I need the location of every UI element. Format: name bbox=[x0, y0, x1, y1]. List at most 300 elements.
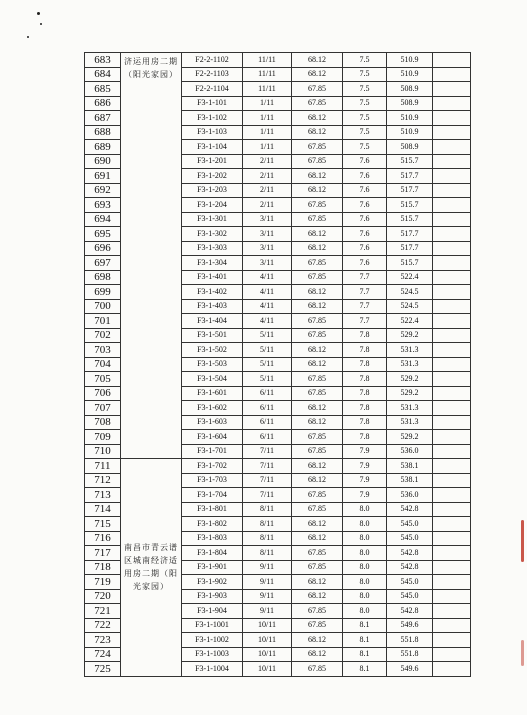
area: 67.85 bbox=[292, 314, 343, 329]
empty-cell bbox=[433, 343, 471, 358]
total: 545.0 bbox=[387, 517, 433, 532]
unit-price: 7.6 bbox=[343, 227, 387, 242]
row-number: 684 bbox=[85, 67, 121, 82]
empty-cell bbox=[433, 473, 471, 488]
unit-code: F3-1-601 bbox=[182, 386, 243, 401]
empty-cell bbox=[433, 212, 471, 227]
row-number: 701 bbox=[85, 314, 121, 329]
floor: 8/11 bbox=[243, 502, 292, 517]
total: 529.2 bbox=[387, 372, 433, 387]
floor: 2/11 bbox=[243, 183, 292, 198]
row-number: 708 bbox=[85, 415, 121, 430]
unit-price: 8.0 bbox=[343, 546, 387, 561]
empty-cell bbox=[433, 82, 471, 97]
floor: 5/11 bbox=[243, 343, 292, 358]
total: 515.7 bbox=[387, 154, 433, 169]
empty-cell bbox=[433, 328, 471, 343]
row-number: 683 bbox=[85, 53, 121, 68]
area: 68.12 bbox=[292, 227, 343, 242]
unit-code: F3-1-404 bbox=[182, 314, 243, 329]
unit-price: 8.0 bbox=[343, 560, 387, 575]
empty-cell bbox=[433, 647, 471, 662]
unit-code: F3-1-704 bbox=[182, 488, 243, 503]
area: 67.85 bbox=[292, 444, 343, 459]
area: 67.85 bbox=[292, 662, 343, 677]
total: 517.7 bbox=[387, 227, 433, 242]
area: 68.12 bbox=[292, 67, 343, 82]
row-number: 723 bbox=[85, 633, 121, 648]
unit-code: F3-1-701 bbox=[182, 444, 243, 459]
floor: 5/11 bbox=[243, 372, 292, 387]
area: 67.85 bbox=[292, 154, 343, 169]
area: 67.85 bbox=[292, 96, 343, 111]
floor: 10/11 bbox=[243, 633, 292, 648]
floor: 2/11 bbox=[243, 154, 292, 169]
floor: 4/11 bbox=[243, 299, 292, 314]
total: 510.9 bbox=[387, 67, 433, 82]
area: 67.85 bbox=[292, 256, 343, 271]
empty-cell bbox=[433, 285, 471, 300]
row-number: 718 bbox=[85, 560, 121, 575]
floor: 4/11 bbox=[243, 314, 292, 329]
unit-code: F3-1-403 bbox=[182, 299, 243, 314]
total: 510.9 bbox=[387, 111, 433, 126]
area: 67.85 bbox=[292, 618, 343, 633]
area: 68.12 bbox=[292, 285, 343, 300]
unit-code: F3-1-801 bbox=[182, 502, 243, 517]
area: 68.12 bbox=[292, 343, 343, 358]
floor: 5/11 bbox=[243, 357, 292, 372]
area: 68.12 bbox=[292, 299, 343, 314]
area: 67.85 bbox=[292, 546, 343, 561]
unit-price: 7.9 bbox=[343, 444, 387, 459]
total: 536.0 bbox=[387, 488, 433, 503]
floor: 6/11 bbox=[243, 415, 292, 430]
empty-cell bbox=[433, 241, 471, 256]
row-number: 692 bbox=[85, 183, 121, 198]
empty-cell bbox=[433, 589, 471, 604]
row-number: 702 bbox=[85, 328, 121, 343]
area: 67.85 bbox=[292, 560, 343, 575]
area: 68.12 bbox=[292, 575, 343, 590]
row-number: 710 bbox=[85, 444, 121, 459]
area: 67.85 bbox=[292, 212, 343, 227]
total: 524.5 bbox=[387, 285, 433, 300]
area: 67.85 bbox=[292, 82, 343, 97]
total: 545.0 bbox=[387, 589, 433, 604]
unit-code: F2-2-1104 bbox=[182, 82, 243, 97]
row-number: 709 bbox=[85, 430, 121, 445]
area: 67.85 bbox=[292, 488, 343, 503]
total: 531.3 bbox=[387, 401, 433, 416]
floor: 6/11 bbox=[243, 430, 292, 445]
floor: 6/11 bbox=[243, 386, 292, 401]
unit-price: 8.0 bbox=[343, 531, 387, 546]
empty-cell bbox=[433, 67, 471, 82]
total: 529.2 bbox=[387, 328, 433, 343]
floor: 1/11 bbox=[243, 96, 292, 111]
row-number: 688 bbox=[85, 125, 121, 140]
scan-speck bbox=[37, 12, 40, 15]
total: 510.9 bbox=[387, 53, 433, 68]
unit-price: 7.8 bbox=[343, 401, 387, 416]
unit-price: 8.1 bbox=[343, 618, 387, 633]
total: 508.9 bbox=[387, 140, 433, 155]
total: 522.4 bbox=[387, 270, 433, 285]
total: 522.4 bbox=[387, 314, 433, 329]
total: 536.0 bbox=[387, 444, 433, 459]
floor: 2/11 bbox=[243, 169, 292, 184]
unit-code: F3-1-503 bbox=[182, 357, 243, 372]
row-number: 711 bbox=[85, 459, 121, 474]
unit-code: F3-1-502 bbox=[182, 343, 243, 358]
area: 68.12 bbox=[292, 357, 343, 372]
row-number: 685 bbox=[85, 82, 121, 97]
floor: 7/11 bbox=[243, 459, 292, 474]
floor: 8/11 bbox=[243, 517, 292, 532]
unit-code: F3-1-204 bbox=[182, 198, 243, 213]
total: 542.8 bbox=[387, 604, 433, 619]
floor: 8/11 bbox=[243, 531, 292, 546]
unit-price: 8.0 bbox=[343, 604, 387, 619]
unit-code: F3-1-902 bbox=[182, 575, 243, 590]
scan-speck bbox=[40, 23, 42, 25]
project-name: 南昌市青云谱区城南经济适用房二期（阳光家园） bbox=[121, 459, 182, 677]
unit-price: 7.5 bbox=[343, 96, 387, 111]
total: 508.9 bbox=[387, 82, 433, 97]
unit-code: F3-1-901 bbox=[182, 560, 243, 575]
unit-price: 7.6 bbox=[343, 212, 387, 227]
unit-code: F3-1-1004 bbox=[182, 662, 243, 677]
empty-cell bbox=[433, 111, 471, 126]
row-number: 704 bbox=[85, 357, 121, 372]
area: 68.12 bbox=[292, 401, 343, 416]
unit-price: 7.8 bbox=[343, 430, 387, 445]
total: 515.7 bbox=[387, 198, 433, 213]
unit-price: 8.0 bbox=[343, 517, 387, 532]
unit-price: 7.6 bbox=[343, 256, 387, 271]
unit-code: F3-1-604 bbox=[182, 430, 243, 445]
total: 545.0 bbox=[387, 531, 433, 546]
unit-price: 7.6 bbox=[343, 183, 387, 198]
unit-price: 8.0 bbox=[343, 575, 387, 590]
floor: 6/11 bbox=[243, 401, 292, 416]
empty-cell bbox=[433, 618, 471, 633]
unit-code: F3-1-803 bbox=[182, 531, 243, 546]
empty-cell bbox=[433, 53, 471, 68]
total: 517.7 bbox=[387, 241, 433, 256]
unit-price: 7.5 bbox=[343, 140, 387, 155]
empty-cell bbox=[433, 444, 471, 459]
floor: 7/11 bbox=[243, 488, 292, 503]
unit-price: 7.7 bbox=[343, 299, 387, 314]
empty-cell bbox=[433, 488, 471, 503]
unit-price: 7.9 bbox=[343, 473, 387, 488]
unit-price: 7.8 bbox=[343, 372, 387, 387]
unit-code: F3-1-1001 bbox=[182, 618, 243, 633]
unit-price: 7.5 bbox=[343, 53, 387, 68]
total: 529.2 bbox=[387, 386, 433, 401]
floor: 7/11 bbox=[243, 473, 292, 488]
empty-cell bbox=[433, 227, 471, 242]
total: 549.6 bbox=[387, 618, 433, 633]
row-number: 687 bbox=[85, 111, 121, 126]
total: 517.7 bbox=[387, 169, 433, 184]
empty-cell bbox=[433, 430, 471, 445]
row-number: 694 bbox=[85, 212, 121, 227]
area: 67.85 bbox=[292, 270, 343, 285]
row-number: 716 bbox=[85, 531, 121, 546]
unit-code: F3-1-603 bbox=[182, 415, 243, 430]
unit-price: 7.6 bbox=[343, 169, 387, 184]
empty-cell bbox=[433, 575, 471, 590]
floor: 3/11 bbox=[243, 212, 292, 227]
empty-cell bbox=[433, 256, 471, 271]
row-number: 696 bbox=[85, 241, 121, 256]
empty-cell bbox=[433, 604, 471, 619]
empty-cell bbox=[433, 96, 471, 111]
unit-price: 7.7 bbox=[343, 285, 387, 300]
unit-code: F3-1-102 bbox=[182, 111, 243, 126]
row-number: 703 bbox=[85, 343, 121, 358]
total: 549.6 bbox=[387, 662, 433, 677]
unit-code: F2-2-1102 bbox=[182, 53, 243, 68]
floor: 8/11 bbox=[243, 546, 292, 561]
area: 68.12 bbox=[292, 589, 343, 604]
floor: 1/11 bbox=[243, 111, 292, 126]
row-number: 698 bbox=[85, 270, 121, 285]
row-number: 719 bbox=[85, 575, 121, 590]
total: 529.2 bbox=[387, 430, 433, 445]
row-number: 689 bbox=[85, 140, 121, 155]
area: 67.85 bbox=[292, 604, 343, 619]
empty-cell bbox=[433, 154, 471, 169]
unit-code: F3-1-104 bbox=[182, 140, 243, 155]
area: 68.12 bbox=[292, 111, 343, 126]
floor: 9/11 bbox=[243, 589, 292, 604]
total: 542.8 bbox=[387, 546, 433, 561]
row-number: 686 bbox=[85, 96, 121, 111]
area: 68.12 bbox=[292, 633, 343, 648]
row-number: 707 bbox=[85, 401, 121, 416]
empty-cell bbox=[433, 531, 471, 546]
row-number: 690 bbox=[85, 154, 121, 169]
unit-code: F3-1-302 bbox=[182, 227, 243, 242]
total: 524.5 bbox=[387, 299, 433, 314]
empty-cell bbox=[433, 517, 471, 532]
total: 508.9 bbox=[387, 96, 433, 111]
unit-price: 7.6 bbox=[343, 154, 387, 169]
unit-price: 7.8 bbox=[343, 328, 387, 343]
row-number: 720 bbox=[85, 589, 121, 604]
unit-code: F3-1-1002 bbox=[182, 633, 243, 648]
area: 68.12 bbox=[292, 169, 343, 184]
unit-price: 7.5 bbox=[343, 82, 387, 97]
total: 531.3 bbox=[387, 415, 433, 430]
floor: 9/11 bbox=[243, 604, 292, 619]
unit-price: 8.0 bbox=[343, 589, 387, 604]
area: 67.85 bbox=[292, 430, 343, 445]
unit-code: F3-1-303 bbox=[182, 241, 243, 256]
scan-speck bbox=[27, 36, 29, 38]
row-number: 697 bbox=[85, 256, 121, 271]
empty-cell bbox=[433, 125, 471, 140]
unit-code: F3-1-602 bbox=[182, 401, 243, 416]
unit-code: F3-1-904 bbox=[182, 604, 243, 619]
floor: 5/11 bbox=[243, 328, 292, 343]
row-number: 725 bbox=[85, 662, 121, 677]
floor: 4/11 bbox=[243, 270, 292, 285]
unit-code: F3-1-703 bbox=[182, 473, 243, 488]
unit-price: 7.8 bbox=[343, 386, 387, 401]
floor: 11/11 bbox=[243, 67, 292, 82]
area: 67.85 bbox=[292, 198, 343, 213]
floor: 10/11 bbox=[243, 618, 292, 633]
unit-code: F3-1-804 bbox=[182, 546, 243, 561]
unit-price: 8.0 bbox=[343, 502, 387, 517]
unit-price: 7.5 bbox=[343, 67, 387, 82]
area: 68.12 bbox=[292, 517, 343, 532]
unit-code: F3-1-802 bbox=[182, 517, 243, 532]
unit-price: 7.9 bbox=[343, 488, 387, 503]
empty-cell bbox=[433, 560, 471, 575]
floor: 3/11 bbox=[243, 256, 292, 271]
unit-code: F3-1-201 bbox=[182, 154, 243, 169]
scan-mark bbox=[521, 640, 524, 666]
empty-cell bbox=[433, 459, 471, 474]
area: 67.85 bbox=[292, 502, 343, 517]
empty-cell bbox=[433, 140, 471, 155]
area: 68.12 bbox=[292, 459, 343, 474]
total: 515.7 bbox=[387, 256, 433, 271]
total: 515.7 bbox=[387, 212, 433, 227]
project-name: 济运用房二期（阳光家园） bbox=[121, 53, 182, 459]
row-number: 713 bbox=[85, 488, 121, 503]
total: 545.0 bbox=[387, 575, 433, 590]
table-row bbox=[85, 53, 471, 68]
floor: 1/11 bbox=[243, 125, 292, 140]
unit-price: 8.1 bbox=[343, 662, 387, 677]
total: 551.8 bbox=[387, 633, 433, 648]
row-number: 717 bbox=[85, 546, 121, 561]
unit-code: F3-1-401 bbox=[182, 270, 243, 285]
floor: 9/11 bbox=[243, 575, 292, 590]
unit-price: 7.5 bbox=[343, 111, 387, 126]
unit-code: F3-1-402 bbox=[182, 285, 243, 300]
area: 68.12 bbox=[292, 647, 343, 662]
empty-cell bbox=[433, 183, 471, 198]
empty-cell bbox=[433, 198, 471, 213]
row-number: 693 bbox=[85, 198, 121, 213]
unit-price: 8.1 bbox=[343, 633, 387, 648]
floor: 11/11 bbox=[243, 82, 292, 97]
area: 68.12 bbox=[292, 415, 343, 430]
area: 68.12 bbox=[292, 183, 343, 198]
area: 67.85 bbox=[292, 386, 343, 401]
unit-code: F3-1-504 bbox=[182, 372, 243, 387]
area: 68.12 bbox=[292, 241, 343, 256]
empty-cell bbox=[433, 633, 471, 648]
area: 68.12 bbox=[292, 531, 343, 546]
unit-price: 7.6 bbox=[343, 198, 387, 213]
total: 542.8 bbox=[387, 560, 433, 575]
unit-price: 7.8 bbox=[343, 343, 387, 358]
total: 531.3 bbox=[387, 357, 433, 372]
total: 542.8 bbox=[387, 502, 433, 517]
row-number: 722 bbox=[85, 618, 121, 633]
empty-cell bbox=[433, 372, 471, 387]
empty-cell bbox=[433, 169, 471, 184]
area: 67.85 bbox=[292, 140, 343, 155]
floor: 10/11 bbox=[243, 647, 292, 662]
area: 68.12 bbox=[292, 53, 343, 68]
unit-price: 8.1 bbox=[343, 647, 387, 662]
unit-price: 7.9 bbox=[343, 459, 387, 474]
row-number: 699 bbox=[85, 285, 121, 300]
unit-code: F3-1-903 bbox=[182, 589, 243, 604]
unit-price: 7.8 bbox=[343, 415, 387, 430]
total: 517.7 bbox=[387, 183, 433, 198]
empty-cell bbox=[433, 314, 471, 329]
empty-cell bbox=[433, 357, 471, 372]
housing-allocation-table bbox=[84, 52, 471, 677]
floor: 10/11 bbox=[243, 662, 292, 677]
empty-cell bbox=[433, 401, 471, 416]
unit-price: 7.7 bbox=[343, 270, 387, 285]
total: 538.1 bbox=[387, 473, 433, 488]
empty-cell bbox=[433, 270, 471, 285]
row-number: 691 bbox=[85, 169, 121, 184]
floor: 11/11 bbox=[243, 53, 292, 68]
unit-price: 7.5 bbox=[343, 125, 387, 140]
empty-cell bbox=[433, 415, 471, 430]
total: 510.9 bbox=[387, 125, 433, 140]
area: 67.85 bbox=[292, 328, 343, 343]
empty-cell bbox=[433, 502, 471, 517]
area: 68.12 bbox=[292, 473, 343, 488]
unit-code: F3-1-203 bbox=[182, 183, 243, 198]
floor: 3/11 bbox=[243, 227, 292, 242]
unit-code: F3-1-301 bbox=[182, 212, 243, 227]
row-number: 712 bbox=[85, 473, 121, 488]
row-number: 714 bbox=[85, 502, 121, 517]
area: 67.85 bbox=[292, 372, 343, 387]
row-number: 695 bbox=[85, 227, 121, 242]
area: 68.12 bbox=[292, 125, 343, 140]
unit-price: 7.7 bbox=[343, 314, 387, 329]
table-row bbox=[85, 459, 471, 474]
floor: 3/11 bbox=[243, 241, 292, 256]
floor: 2/11 bbox=[243, 198, 292, 213]
floor: 4/11 bbox=[243, 285, 292, 300]
row-number: 724 bbox=[85, 647, 121, 662]
scan-mark bbox=[521, 520, 524, 562]
empty-cell bbox=[433, 386, 471, 401]
total: 551.8 bbox=[387, 647, 433, 662]
row-number: 700 bbox=[85, 299, 121, 314]
unit-code: F3-1-304 bbox=[182, 256, 243, 271]
row-number: 706 bbox=[85, 386, 121, 401]
empty-cell bbox=[433, 299, 471, 314]
row-number: 721 bbox=[85, 604, 121, 619]
unit-code: F3-1-103 bbox=[182, 125, 243, 140]
total: 538.1 bbox=[387, 459, 433, 474]
unit-code: F3-1-1003 bbox=[182, 647, 243, 662]
floor: 1/11 bbox=[243, 140, 292, 155]
unit-code: F3-1-501 bbox=[182, 328, 243, 343]
row-number: 705 bbox=[85, 372, 121, 387]
total: 531.3 bbox=[387, 343, 433, 358]
